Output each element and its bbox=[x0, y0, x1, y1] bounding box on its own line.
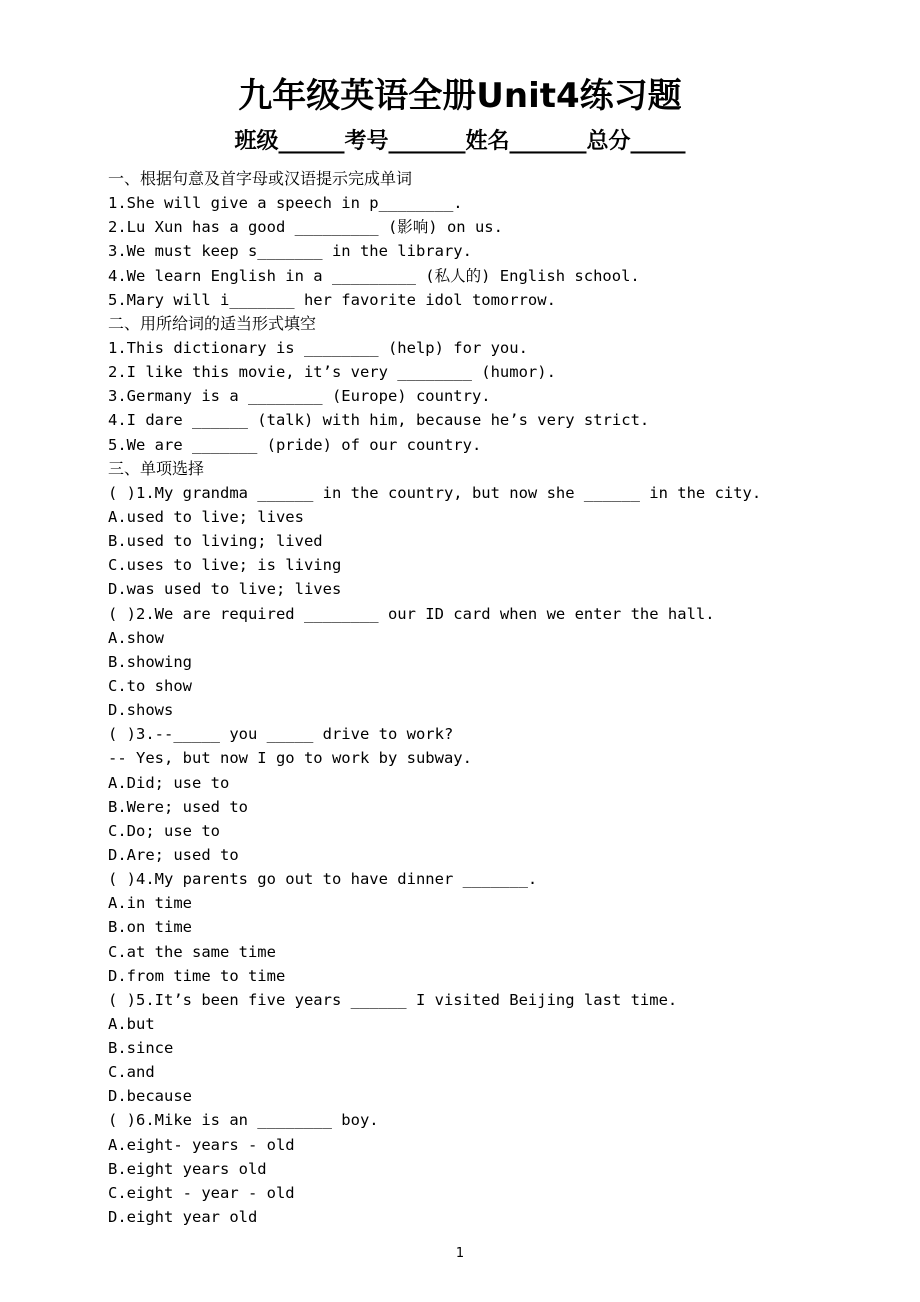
answer-option: B.on time bbox=[108, 918, 192, 937]
answer-option: B.since bbox=[108, 1039, 174, 1058]
question-line: ( )6.Mike is an ________ boy. bbox=[108, 1111, 379, 1130]
question-line: ( )4.My parents go out to have dinner _______. bbox=[108, 870, 538, 889]
question-line: 4.We learn English in a _________ (私人的) English school. bbox=[108, 266, 640, 285]
answer-option: D.Are; used to bbox=[108, 845, 239, 864]
exercise-content bbox=[108, 167, 908, 1229]
question-line: -- Yes, but now I go to work by subway. bbox=[108, 749, 472, 768]
answer-option: C.uses to live; is living bbox=[108, 556, 342, 575]
answer-option: C.Do; use to bbox=[108, 821, 220, 840]
question-line: 1.She will give a speech in p________. bbox=[108, 194, 463, 213]
answer-option: A.show bbox=[108, 628, 164, 647]
question-line: ( )5.It’s been five years ______ I visited Beijing last time. bbox=[108, 990, 678, 1009]
question-line: 5.Mary will i_______ her favorite idol tomorrow. bbox=[108, 290, 556, 309]
answer-option: B.eight years old bbox=[108, 1159, 267, 1178]
answer-option: D.shows bbox=[108, 701, 174, 720]
answer-option: B.used to living; lived bbox=[108, 532, 323, 551]
answer-option: D.eight year old bbox=[108, 1208, 258, 1227]
answer-option: C.and bbox=[108, 1063, 155, 1082]
answer-option: A.but bbox=[108, 1014, 155, 1033]
student-info-line: 班级______考号_______姓名_______总分_____ bbox=[234, 129, 686, 154]
answer-option: A.Did; use to bbox=[108, 773, 230, 792]
page-number: 1 bbox=[455, 1246, 465, 1261]
answer-option: D.because bbox=[108, 1087, 192, 1106]
question-line: 3.We must keep s_______ in the library. bbox=[108, 242, 472, 261]
section-heading-2: 二、用所给词的适当形式填空 bbox=[108, 313, 317, 333]
question-line: 4.I dare ______ (talk) with him, because he’s very strict. bbox=[108, 411, 650, 430]
question-line: 2.Lu Xun has a good _________ (影响) on us. bbox=[108, 218, 503, 237]
answer-option: B.showing bbox=[108, 652, 192, 671]
section-heading-1: 一、根据句意及首字母或汉语提示完成单词 bbox=[108, 169, 413, 188]
section-heading-3: 三、单项选择 bbox=[108, 458, 205, 478]
question-line: 3.Germany is a ________ (Europe) country. bbox=[108, 387, 491, 406]
page-title: 九年级英语全册Unit4练习题 bbox=[238, 76, 682, 116]
answer-option: A.used to live; lives bbox=[108, 507, 304, 526]
question-line: 1.This dictionary is ________ (help) for you. bbox=[108, 338, 528, 357]
question-line: 2.I like this movie, it’s very ________ (humor). bbox=[108, 363, 556, 382]
question-line: ( )1.My grandma ______ in the country, but now she ______ in the city. bbox=[108, 483, 762, 502]
answer-option: D.from time to time bbox=[108, 966, 286, 985]
question-line: ( )3.--_____ you _____ drive to work? bbox=[108, 725, 454, 744]
answer-option: C.eight - year - old bbox=[108, 1183, 295, 1202]
answer-option: A.in time bbox=[108, 894, 192, 913]
answer-option: C.to show bbox=[108, 676, 192, 695]
question-line: 5.We are _______ (pride) of our country. bbox=[108, 435, 482, 454]
answer-option: D.was used to live; lives bbox=[108, 580, 342, 599]
answer-option: A.eight- years - old bbox=[108, 1135, 295, 1154]
question-line: ( )2.We are required ________ our ID card when we enter the hall. bbox=[108, 604, 715, 623]
answer-option: C.at the same time bbox=[108, 942, 276, 961]
answer-option: B.Were; used to bbox=[108, 797, 248, 816]
